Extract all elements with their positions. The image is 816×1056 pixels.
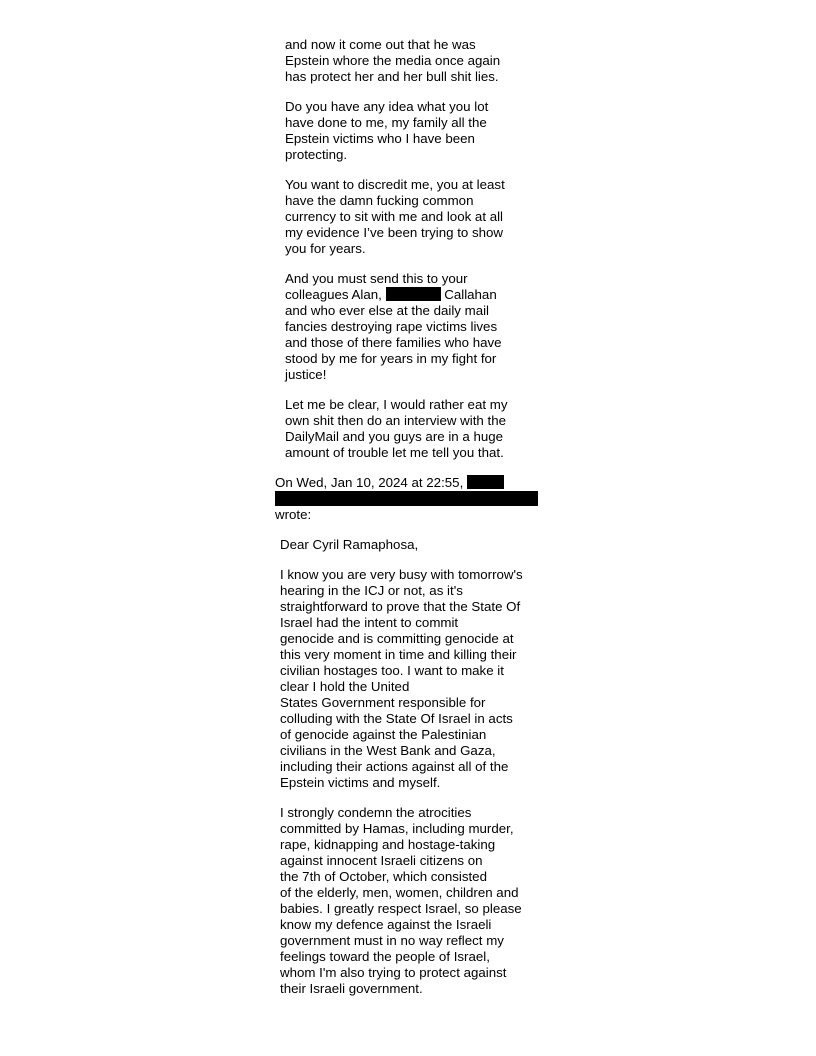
text-line: the 7th of October, which consisted — [280, 869, 487, 884]
greeting-line: Dear Cyril Ramaphosa, — [280, 537, 419, 552]
attribution-line — [275, 475, 538, 491]
redaction-bar — [275, 491, 538, 506]
redaction-bar — [386, 287, 441, 301]
message-paragraph-2 — [280, 805, 522, 997]
text-line: own shit then do an interview with the — [285, 413, 507, 428]
text-line: against innocent Israeli citizens on — [280, 853, 483, 868]
text-line: have done to me, my family all the — [285, 115, 487, 130]
text-line: Israel had the intent to commit — [280, 615, 459, 630]
text-line: including their actions against all of the — [280, 759, 509, 774]
text-line: my evidence I’ve been trying to show — [285, 225, 504, 240]
quoted-paragraph-4 — [285, 271, 502, 383]
text-line: justice! — [285, 367, 327, 382]
text-line: committed by Hamas, including murder, — [280, 821, 514, 836]
text-line: their Israeli government. — [280, 981, 423, 996]
text-line: hearing in the ICJ or not, as it's — [280, 583, 463, 598]
text-line: civilians in the West Bank and Gaza, — [280, 743, 496, 758]
text-line: DailyMail and you guys are in a huge — [285, 429, 504, 444]
text-line: rape, kidnapping and hostage-taking — [280, 837, 496, 852]
text-line: States Government responsible for — [280, 695, 486, 710]
text-line: have the damn fucking common — [285, 193, 474, 208]
text-line: straightforward to prove that the State Of — [280, 599, 521, 614]
text-line: You want to discredit me, you at least — [285, 177, 505, 192]
text-line: genocide and is committing genocide at — [280, 631, 514, 646]
attribution-suffix: wrote: — [275, 507, 312, 522]
text-line: Let me be clear, I would rather eat my — [285, 397, 508, 412]
text-line: Do you have any idea what you lot — [285, 99, 489, 114]
text-line: protecting. — [285, 147, 348, 162]
text-line: civilian hostages too. I want to make it — [280, 663, 504, 678]
text-line: And you must send this to your — [285, 271, 468, 286]
text-line: I strongly condemn the atrocities — [280, 805, 472, 820]
text-line-with-redaction — [285, 287, 502, 303]
text-line: Epstein victims who I have been — [285, 131, 475, 146]
quoted-paragraph-2 — [285, 99, 488, 163]
text-line: Epstein whore the media once again — [285, 53, 501, 68]
text-fragment: colleagues Alan, — [285, 287, 386, 302]
message-paragraph-1 — [280, 567, 523, 791]
text-line: stood by me for years in my fight for — [285, 351, 497, 366]
quoted-paragraph-5 — [285, 397, 507, 461]
text-line: I know you are very busy with tomorrow's — [280, 567, 523, 582]
text-line: of genocide against the Palestinian — [280, 727, 487, 742]
text-line: government must in no way reflect my — [280, 933, 504, 948]
attribution-prefix: On Wed, Jan 10, 2024 at 22:55, — [275, 475, 467, 490]
text-line: has protect her and her bull shit lies. — [285, 69, 499, 84]
text-line: and now it come out that he was — [285, 37, 476, 52]
text-line: clear I hold the United — [280, 679, 410, 694]
text-line: and who ever else at the daily mail — [285, 303, 489, 318]
reply-attribution — [275, 475, 538, 523]
text-fragment: Callahan — [440, 287, 497, 302]
text-line: currency to sit with me and look at all — [285, 209, 504, 224]
text-line: feelings toward the people of Israel, — [280, 949, 490, 964]
text-line: whom I'm also trying to protect against — [280, 965, 507, 980]
text-line: babies. I greatly respect Israel, so please — [280, 901, 522, 916]
text-line: of the elderly, men, women, children and — [280, 885, 519, 900]
text-line: amount of trouble let me tell you that. — [285, 445, 504, 460]
attribution-redacted-line — [275, 491, 538, 507]
quoted-paragraph-3 — [285, 177, 505, 257]
quoted-paragraph-1 — [285, 37, 500, 85]
text-line: Epstein victims and myself. — [280, 775, 441, 790]
redaction-bar — [467, 475, 504, 489]
text-line: fancies destroying rape victims lives — [285, 319, 498, 334]
text-line: this very moment in time and killing their — [280, 647, 517, 662]
message-greeting — [280, 537, 418, 553]
text-line: colluding with the State Of Israel in acts — [280, 711, 513, 726]
text-line: and those of there families who have — [285, 335, 502, 350]
text-line: know my defence against the Israeli — [280, 917, 492, 932]
text-line: you for years. — [285, 241, 366, 256]
